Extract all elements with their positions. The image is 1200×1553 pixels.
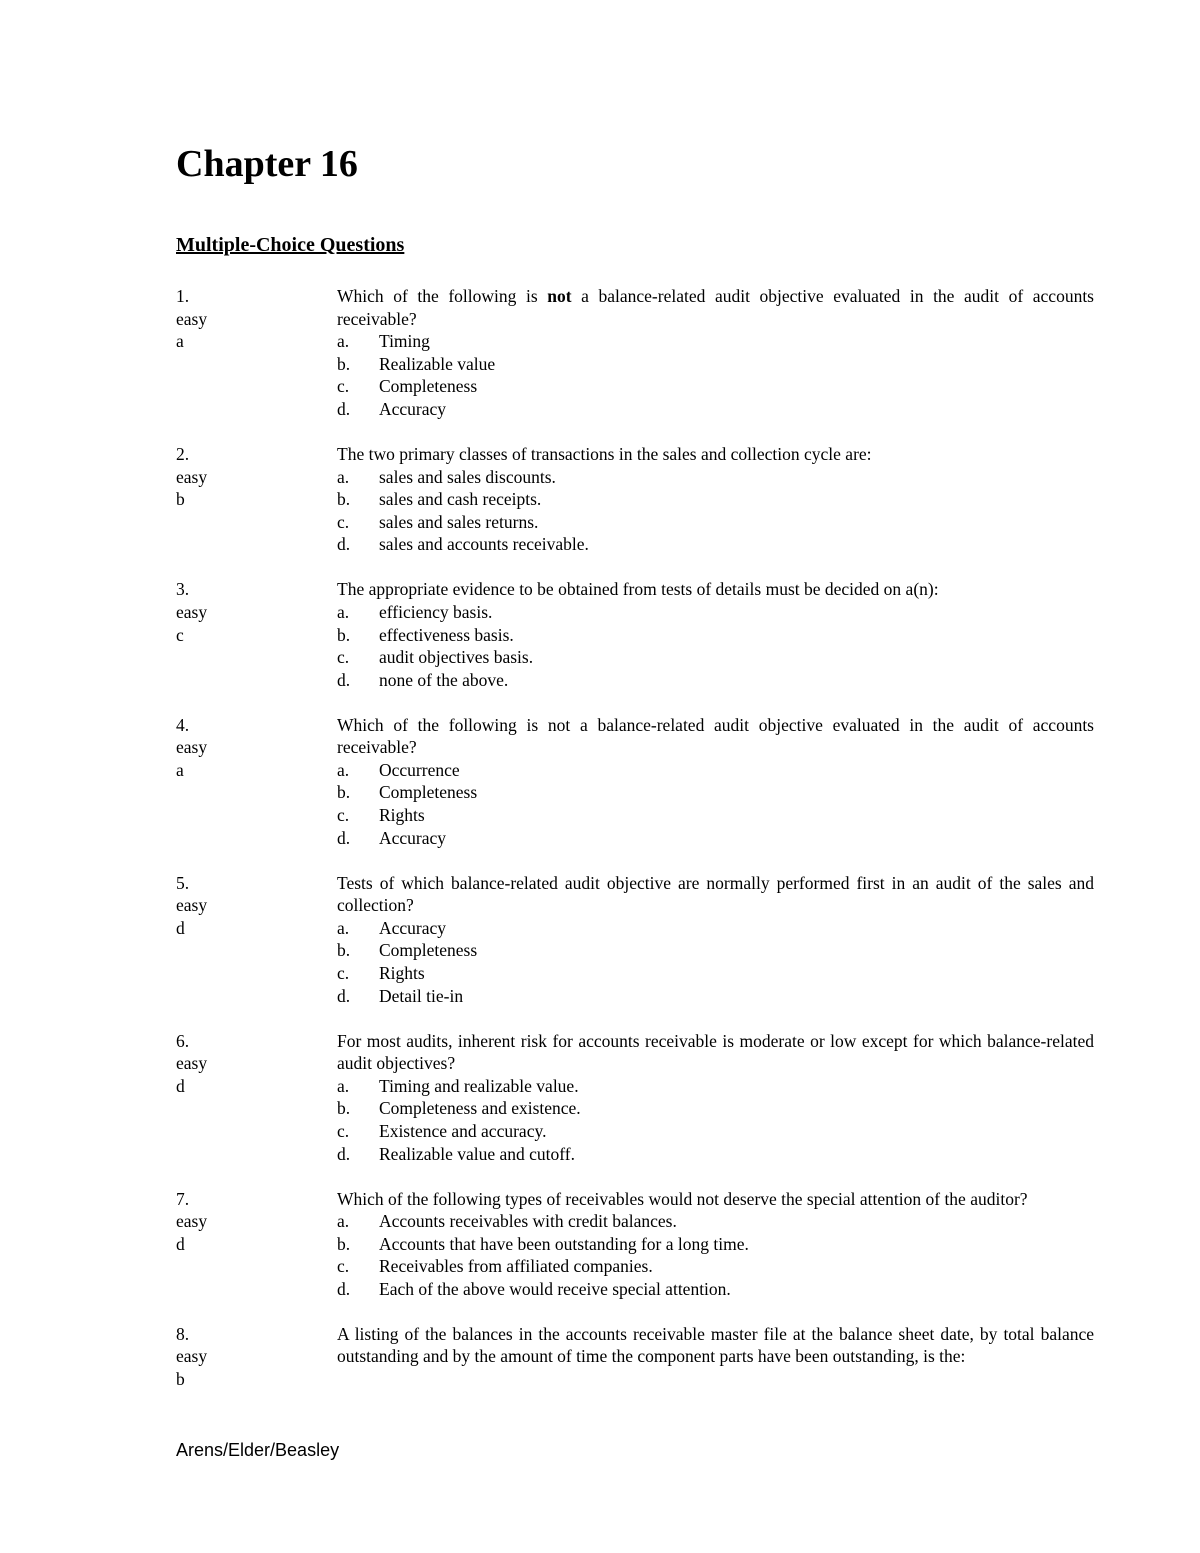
option-letter: b. — [337, 624, 351, 645]
option-letter: d. — [337, 827, 351, 848]
question-answer: a — [176, 331, 184, 352]
question-stem-text: For most audits, inherent risk for accounts receivable is moderate or low except for which balance-related audit objectives? — [337, 1030, 1094, 1074]
answer-option — [337, 1143, 1094, 1166]
question-difficulty: easy — [176, 737, 208, 758]
question-stem-text: A listing of the balances in the accounts receivable master file at the balance sheet date, by total balance outstanding and by the amount of time the component parts have been outstanding, is the: — [337, 1323, 1094, 1367]
question-answer: d — [176, 1075, 185, 1096]
option-text: Completeness — [379, 376, 478, 397]
option-letter: a. — [337, 1211, 350, 1232]
question-body — [337, 714, 1094, 850]
option-text: sales and sales discounts. — [379, 466, 556, 487]
option-text: Realizable value and cutoff. — [379, 1143, 575, 1164]
answer-option — [337, 1233, 1094, 1256]
question-stem — [337, 714, 1094, 759]
page-footer: Arens/Elder/Beasley — [176, 1440, 340, 1460]
option-text: Receivables from affiliated companies. — [379, 1256, 653, 1277]
option-text: Accuracy — [379, 398, 447, 419]
option-letter: a. — [337, 917, 350, 938]
question-stem-text: Which of the following is not a balance-related audit objective evaluated in the audit of accounts receivable? — [337, 714, 1094, 758]
option-letter: b. — [337, 940, 351, 961]
question-stem — [337, 578, 1094, 601]
answer-option — [337, 1255, 1094, 1278]
option-text: efficiency basis. — [379, 601, 493, 622]
option-text: Occurrence — [379, 759, 460, 780]
question-stem-text: Tests of which balance-related audit objective are normally performed first in an audit of the sales and collection? — [337, 872, 1094, 916]
option-text: sales and sales returns. — [379, 511, 539, 532]
question-number: 8. — [176, 1323, 190, 1344]
option-text: Completeness — [379, 782, 478, 803]
question-body — [337, 872, 1094, 1008]
question-answer: d — [176, 1233, 185, 1254]
question-number: 6. — [176, 1030, 190, 1051]
question-meta — [176, 1188, 337, 1301]
question-number: 1. — [176, 286, 190, 306]
question-stem — [337, 285, 1094, 330]
question-body — [337, 1188, 1094, 1301]
answer-option — [337, 781, 1094, 804]
question-stem-text: a balance-related audit objective evaluated in the audit of accounts receivable? — [337, 286, 1094, 329]
option-letter: a. — [337, 331, 350, 352]
answer-option — [337, 985, 1094, 1008]
option-text: Detail tie-in — [379, 985, 464, 1006]
option-text: sales and accounts receivable. — [379, 534, 589, 555]
question-item — [176, 443, 1094, 556]
option-text: Accounts that have been outstanding for a long time. — [379, 1233, 749, 1254]
option-letter: b. — [337, 489, 351, 510]
option-letter: c. — [337, 963, 350, 983]
option-text: Completeness — [379, 940, 478, 961]
option-text: sales and cash receipts. — [379, 489, 542, 510]
question-number: 2. — [176, 443, 190, 464]
option-letter: d. — [337, 398, 351, 419]
option-letter: d. — [337, 669, 351, 690]
question-difficulty: easy — [176, 1346, 208, 1367]
question-item — [176, 578, 1094, 691]
answer-option — [337, 511, 1094, 534]
question-stem — [337, 872, 1094, 917]
option-text: effectiveness basis. — [379, 624, 514, 645]
answer-option — [337, 330, 1094, 353]
answer-option — [337, 488, 1094, 511]
question-stem-emphasis: not — [547, 286, 572, 306]
question-stem — [337, 1030, 1094, 1075]
option-text: Rights — [379, 963, 425, 983]
option-text: audit objectives basis. — [379, 647, 534, 668]
answer-option — [337, 375, 1094, 398]
option-text: Timing — [379, 331, 430, 352]
answer-option — [337, 601, 1094, 624]
answer-option — [337, 669, 1094, 692]
answer-option — [337, 624, 1094, 647]
option-letter: b. — [337, 353, 351, 374]
answer-option — [337, 466, 1094, 489]
answer-option — [337, 1120, 1094, 1143]
answer-option — [337, 646, 1094, 669]
option-letter: d. — [337, 534, 351, 555]
question-stem-text: Which of the following is — [337, 286, 548, 306]
answer-option — [337, 398, 1094, 421]
question-item — [176, 1323, 1094, 1391]
option-letter: c. — [337, 1256, 350, 1277]
question-answer: c — [176, 624, 184, 645]
answer-option — [337, 827, 1094, 850]
question-body — [337, 285, 1094, 421]
question-difficulty: easy — [176, 601, 208, 622]
question-meta — [176, 285, 337, 421]
option-letter: a. — [337, 466, 350, 487]
question-number: 5. — [176, 872, 190, 893]
option-letter: c. — [337, 1120, 350, 1141]
question-meta — [176, 578, 337, 691]
question-body — [337, 1323, 1094, 1391]
question-body — [337, 1030, 1094, 1166]
question-stem — [337, 1188, 1094, 1211]
question-meta — [176, 714, 337, 850]
option-text: Accounts receivables with credit balances. — [379, 1211, 677, 1232]
question-difficulty: easy — [176, 1053, 208, 1074]
question-list — [176, 285, 1094, 1413]
option-text: Accuracy — [379, 827, 447, 848]
option-letter: d. — [337, 1278, 351, 1299]
question-meta — [176, 1323, 337, 1391]
question-stem-text: The two primary classes of transactions in the sales and collection cycle are: — [337, 443, 872, 464]
question-item — [176, 1030, 1094, 1166]
question-answer: b — [176, 1369, 185, 1390]
option-letter: d. — [337, 1143, 351, 1164]
question-stem — [337, 1323, 1094, 1368]
answer-option — [337, 804, 1094, 827]
question-stem-text: Which of the following types of receivables would not deserve the special attention of the auditor? — [337, 1188, 1028, 1209]
option-text: none of the above. — [379, 669, 509, 690]
answer-option — [337, 1278, 1094, 1301]
option-letter: c. — [337, 376, 350, 397]
answer-option — [337, 1075, 1094, 1098]
option-letter: a. — [337, 601, 350, 622]
question-meta — [176, 443, 337, 556]
answer-option — [337, 962, 1094, 985]
answer-option — [337, 759, 1094, 782]
question-item — [176, 714, 1094, 850]
answer-option — [337, 353, 1094, 376]
answer-option — [337, 917, 1094, 940]
question-number: 3. — [176, 579, 190, 600]
question-body — [337, 443, 1094, 556]
option-text: Completeness and existence. — [379, 1098, 581, 1119]
option-letter: b. — [337, 782, 351, 803]
question-stem-text: The appropriate evidence to be obtained from tests of details must be decided on a(n): — [337, 579, 939, 600]
question-answer: d — [176, 917, 185, 938]
chapter-title: Chapter 16 — [176, 143, 358, 185]
question-difficulty: easy — [176, 895, 208, 916]
section-heading: Multiple-Choice Questions — [176, 234, 405, 256]
option-text: Accuracy — [379, 917, 447, 938]
question-meta — [176, 1030, 337, 1166]
option-text: Existence and accuracy. — [379, 1120, 547, 1141]
option-letter: a. — [337, 759, 350, 780]
question-number: 4. — [176, 714, 190, 735]
option-letter: c. — [337, 805, 350, 826]
option-text: Timing and realizable value. — [379, 1075, 579, 1096]
question-difficulty: easy — [176, 308, 208, 329]
question-item — [176, 285, 1094, 421]
question-difficulty: easy — [176, 466, 208, 487]
answer-option — [337, 1210, 1094, 1233]
answer-option — [337, 939, 1094, 962]
question-number: 7. — [176, 1188, 190, 1209]
question-body — [337, 578, 1094, 691]
option-letter: b. — [337, 1233, 351, 1254]
option-letter: c. — [337, 647, 350, 668]
question-stem — [337, 443, 1094, 466]
option-letter: a. — [337, 1075, 350, 1096]
option-text: Each of the above would receive special attention. — [379, 1278, 731, 1299]
question-answer: a — [176, 759, 184, 780]
question-meta — [176, 872, 337, 1008]
option-letter: d. — [337, 985, 351, 1006]
option-letter: c. — [337, 511, 350, 532]
question-difficulty: easy — [176, 1211, 208, 1232]
question-item — [176, 1188, 1094, 1301]
option-text: Realizable value — [379, 353, 496, 374]
question-answer: b — [176, 489, 185, 510]
answer-option — [337, 1097, 1094, 1120]
option-text: Rights — [379, 805, 425, 826]
question-item — [176, 872, 1094, 1008]
option-letter: b. — [337, 1098, 351, 1119]
answer-option — [337, 533, 1094, 556]
